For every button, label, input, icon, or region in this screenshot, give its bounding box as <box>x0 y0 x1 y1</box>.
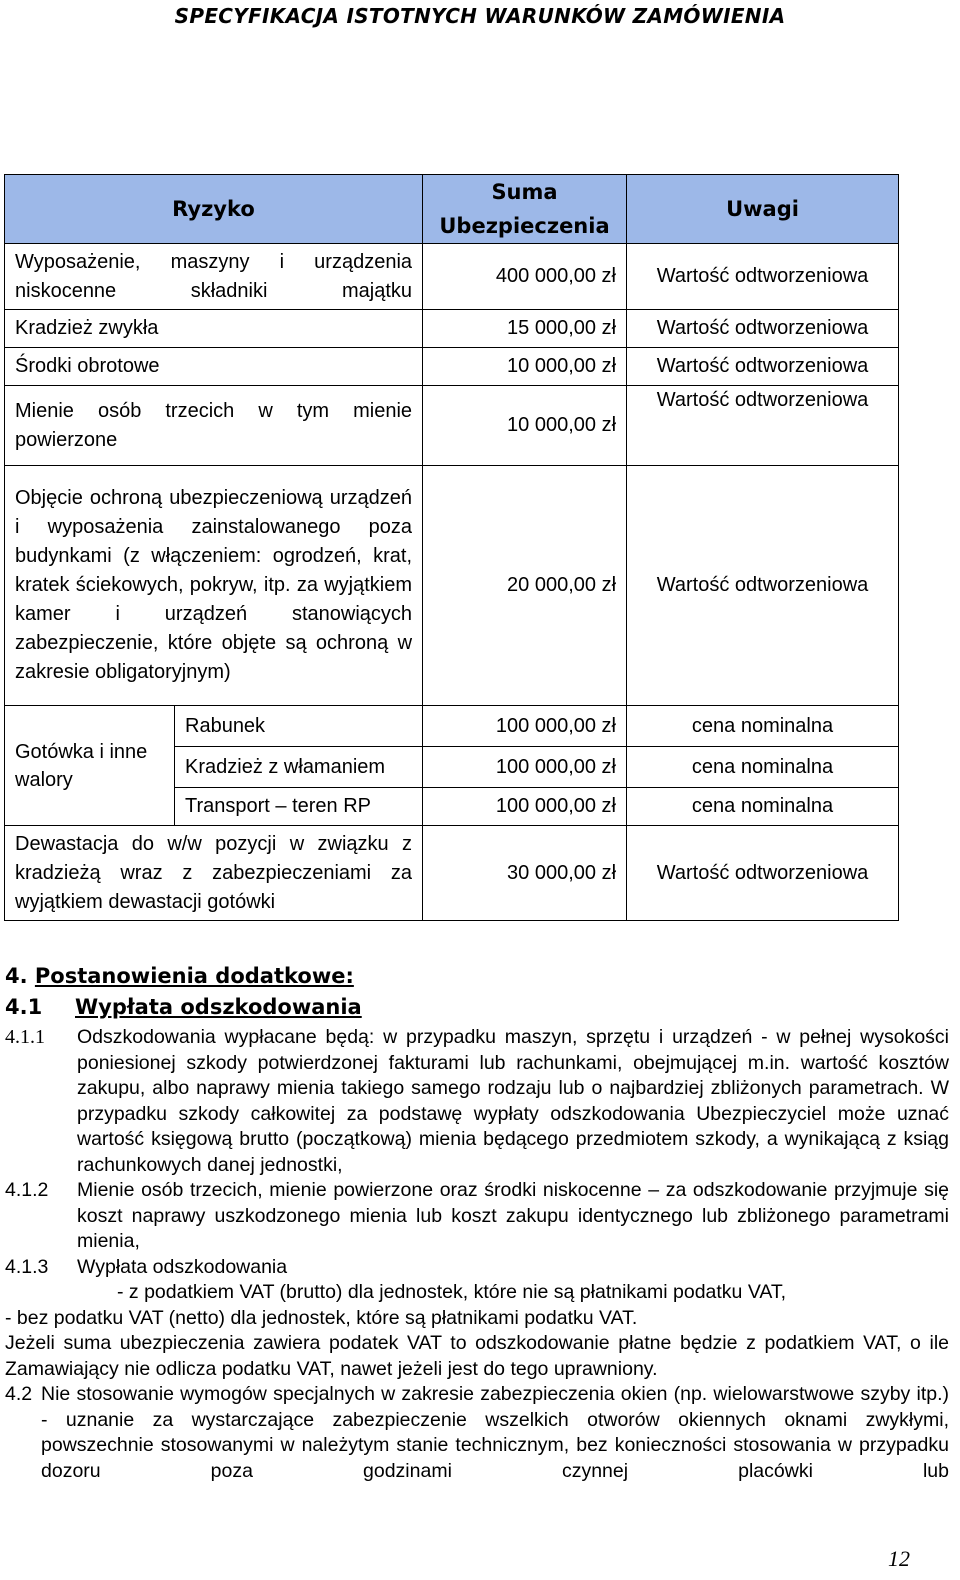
sum-cell: 100 000,00 zł <box>423 747 627 788</box>
risk-cell: Wyposażenie, maszyny i urządzenia niskocenne składniki majątku <box>5 244 423 310</box>
risk-cell: Kradzież zwykła <box>5 310 423 348</box>
bullet-line: - z podatkiem VAT (brutto) dla jednostek, które nie są płatnikami podatku VAT, <box>117 1281 787 1303</box>
table-row <box>5 348 899 386</box>
list-item <box>5 1382 949 1484</box>
section-title: Wypłata odszkodowania <box>75 995 362 1019</box>
item-text: Nie stosowanie wymogów specjalnych w zakresie zabezpieczenia okien (np. wielowarstwowe szyby itp.) - uznanie za wystarczające zabezpieczenie wszelkich otworów okiennych oknami zwykłymi, powszechnie stosowanymi w należytym stanie technicznym, bez konieczności stosowania w przypadku dozoru poza godzinami czynnej placówki lub <box>41 1383 949 1482</box>
list-item <box>5 1255 949 1281</box>
page-number: 12 <box>888 1546 910 1571</box>
bullet-line: - bez podatku VAT (netto) dla jednostek, które są płatnikami podatku VAT. <box>5 1306 638 1329</box>
item-number: 4.1.1 <box>5 1026 45 1048</box>
note-cell: cena nominalna <box>627 747 899 788</box>
sum-cell: 20 000,00 zł <box>423 466 627 706</box>
section-heading-4 <box>5 964 354 988</box>
item-text: Mienie osób trzecich, mienie powierzone oraz środki niskocenne – za odszkodowanie przyjmuje się koszt naprawy uszkodzonego mienia lub koszt zakupu identycznego lub zbliżonego parametrami mienia, <box>77 1179 949 1252</box>
list-item <box>5 1025 949 1178</box>
sum-cell: 15 000,00 zł <box>423 310 627 348</box>
table-row <box>5 466 899 706</box>
sum-cell: 10 000,00 zł <box>423 348 627 386</box>
risk-cell: Transport – teren RP <box>175 788 423 826</box>
sum-cell: 10 000,00 zł <box>423 386 627 466</box>
col-header-notes: Uwagi <box>627 175 899 244</box>
note-cell: Wartość odtworzeniowa <box>627 348 899 386</box>
section-number: 4. <box>5 964 28 988</box>
note-cell: cena nominalna <box>627 706 899 747</box>
section-body <box>5 1025 949 1484</box>
paragraph: Jeżeli suma ubezpieczenia zawiera podatek VAT to odszkodowanie płatne będzie z podatkiem VAT, o ile Zamawiający nie odlicza podatku VAT, nawet jeżeli jest do tego uprawniony. <box>5 1332 949 1380</box>
page-header: SPECYFIKACJA ISTOTNYCH WARUNKÓW ZAMÓWIENIA <box>174 4 786 28</box>
note-cell: Wartość odtworzeniowa <box>627 386 899 466</box>
insurance-table <box>4 174 899 921</box>
item-text: Wypłata odszkodowania <box>77 1255 288 1278</box>
section-title: Postanowienia dodatkowe: <box>34 964 354 988</box>
risk-cell: Objęcie ochroną ubezpieczeniową urządzeń i wyposażenia zainstalowanego poza budynkami (z włączeniem: ogrodzeń, krat, kratek ściekowych, pokryw, itp. za wyjątkiem kamer i urządzeń stanowiących zabezpieczenie, które objęte są ochroną w zakresie obligatoryjnym) <box>5 466 423 706</box>
col-header-sum: Suma Ubezpieczenia <box>423 175 627 244</box>
note-cell: Wartość odtworzeniowa <box>627 244 899 310</box>
risk-cell: Kradzież z włamaniem <box>175 747 423 788</box>
col-header-risk: Ryzyko <box>5 175 423 244</box>
section-heading-4-1 <box>5 995 362 1019</box>
note-cell: Wartość odtworzeniowa <box>627 310 899 348</box>
risk-cell: Środki obrotowe <box>5 348 423 386</box>
item-number: 4.2 <box>5 1383 33 1405</box>
item-text: Odszkodowania wypłacane będą: w przypadku maszyn, sprzętu i urządzeń - w pełnej wysokości poniesionej szkody potwierdzonej fakturami lub rachunkami, obejmującej m.in. wartość kosztów zakupu, albo naprawy mienia takiego samego rodzaju lub o najbardziej zbliżonych parametrach. W przypadku szkody całkowitej za podstawę wypłaty odszkodowania Ubezpieczyciel może uznać wartość księgową brutto (początkową) mienia będącego przedmiotem szkody, a wynikającą z ksiąg rachunkowych danej jednostki, <box>77 1026 949 1176</box>
cash-group-cell: Gotówka i inne walory <box>5 706 175 826</box>
item-number: 4.1.3 <box>5 1255 49 1278</box>
note-cell: cena nominalna <box>627 788 899 826</box>
table-row <box>5 826 899 921</box>
sum-cell: 100 000,00 zł <box>423 706 627 747</box>
list-item <box>5 1178 949 1255</box>
table-row <box>5 310 899 348</box>
item-number: 4.1.2 <box>5 1179 49 1201</box>
risk-cell: Rabunek <box>175 706 423 747</box>
sum-cell: 400 000,00 zł <box>423 244 627 310</box>
table-row <box>5 244 899 310</box>
note-cell: Wartość odtworzeniowa <box>627 466 899 706</box>
table-row <box>5 386 899 466</box>
sum-cell: 100 000,00 zł <box>423 788 627 826</box>
risk-cell: Dewastacja do w/w pozycji w związku z kradzieżą wraz z zabezpieczeniami za wyjątkiem dewastacji gotówki <box>5 826 423 921</box>
risk-cell: Mienie osób trzecich w tym mienie powierzone <box>5 386 423 466</box>
note-cell: Wartość odtworzeniowa <box>627 826 899 921</box>
sum-cell: 30 000,00 zł <box>423 826 627 921</box>
table-row <box>5 706 899 747</box>
section-number: 4.1 <box>5 995 43 1019</box>
